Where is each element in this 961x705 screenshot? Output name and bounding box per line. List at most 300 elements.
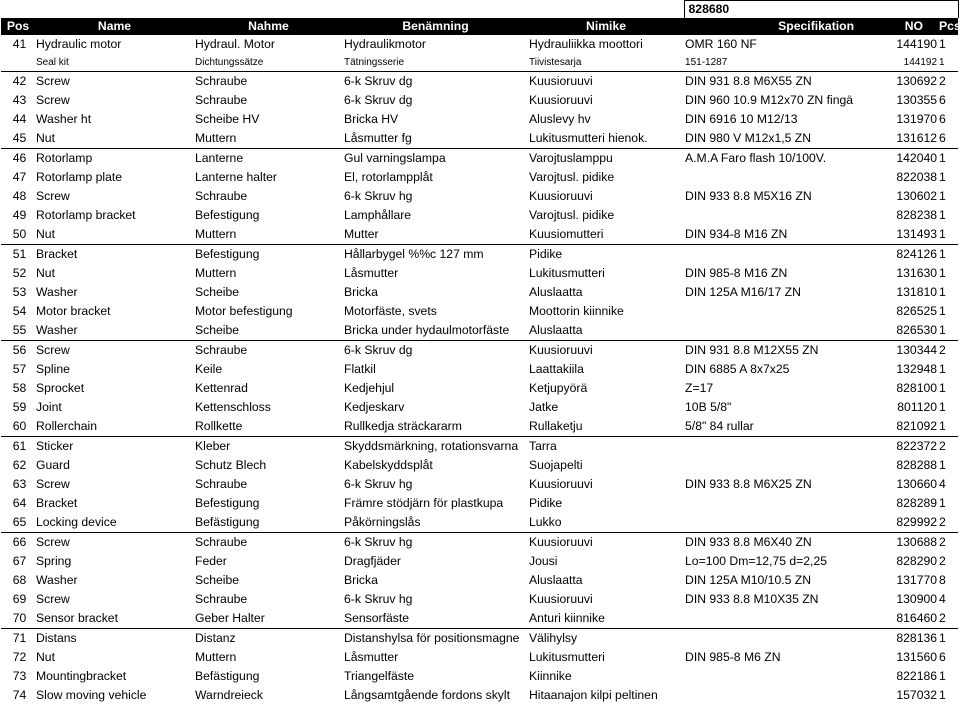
pos-cell: 63	[12, 477, 27, 491]
name-cell: Sensor bracket	[36, 611, 118, 625]
pcs-cell: 2	[939, 554, 946, 568]
table-row	[1, 590, 958, 609]
pos-cell: 52	[12, 266, 27, 280]
no-cell: 130344	[864, 341, 939, 361]
pcs-cell: 4	[939, 477, 946, 491]
no-cell: 821092	[896, 419, 938, 433]
nahme-cell: Schraube	[195, 93, 248, 107]
specifikation-cell: Lo=100 Dm=12,75 d=2,25	[685, 554, 827, 568]
pcs-cell: 1	[939, 57, 945, 68]
nimike-cell: Kuusioruuvi	[529, 189, 593, 203]
nimike-cell: Aluslaatta	[529, 285, 583, 299]
no-cell: 822186	[896, 669, 938, 683]
benamning-cell: El, rotorlampplåt	[344, 170, 433, 184]
parts-list-table	[1, 0, 959, 705]
name-cell: Screw	[36, 93, 70, 107]
name-cell: Distans	[35, 629, 194, 649]
benamning-cell: 6-k Skruv hg	[344, 189, 413, 203]
header-pos: Pos	[1, 18, 35, 35]
specifikation-cell: DIN 960 10.9 M12x70 ZN fingä	[685, 93, 854, 107]
nahme-cell: Muttern	[195, 131, 237, 145]
name-cell: Spline	[36, 362, 70, 376]
nimike-cell: Ketjupyörä	[529, 381, 588, 395]
header-specifikation: Specifikation	[684, 18, 864, 35]
pcs-cell: 2	[939, 611, 946, 625]
nahme-cell: Schraube	[194, 72, 343, 92]
specifikation-cell	[684, 494, 864, 513]
nahme-cell: Kettenschloss	[195, 400, 271, 414]
pos-cell: 70	[12, 611, 27, 625]
nahme-cell: Befestigung	[194, 245, 343, 265]
pcs-cell: 1	[939, 323, 946, 337]
name-cell: Hydraulic motor	[36, 37, 122, 51]
no-cell: 131810	[896, 285, 938, 299]
nahme-cell: Kleber	[194, 437, 343, 457]
name-cell: Nut	[36, 131, 55, 145]
header-pcs: Pcs	[939, 19, 961, 33]
nimike-cell: Kuusiomutteri	[529, 227, 604, 241]
no-cell: 144190	[896, 37, 938, 51]
nimike-cell: Lukitusmutteri	[529, 266, 605, 280]
header-benamning: Benämning	[343, 18, 528, 35]
nimike-cell: Aluslaatta	[529, 573, 583, 587]
table-row	[1, 609, 958, 629]
pcs-cell: 1	[939, 362, 946, 376]
header-name: Name	[35, 18, 194, 35]
no-cell: 828290	[896, 554, 938, 568]
name-cell: Screw	[35, 341, 194, 361]
table-row	[1, 475, 958, 494]
specifikation-cell	[684, 456, 864, 475]
nimike-cell: Kiinnike	[529, 669, 572, 683]
pos-cell: 51	[1, 245, 35, 265]
benamning-cell: 6-k Skruv dg	[344, 93, 413, 107]
specifikation-cell	[684, 437, 864, 457]
table-row	[1, 149, 958, 169]
pos-cell: 74	[12, 688, 27, 702]
specifikation-cell	[684, 629, 864, 649]
no-cell: 130660	[896, 477, 938, 491]
pos-cell: 67	[12, 554, 27, 568]
table-row	[1, 168, 958, 187]
nahme-cell: Muttern	[195, 266, 237, 280]
pcs-cell: 1	[939, 400, 946, 414]
name-cell: Rollerchain	[36, 419, 97, 433]
nahme-cell: Feder	[195, 554, 227, 568]
nahme-cell: Befestigung	[195, 208, 260, 222]
specifikation-cell: DIN 980 V M12x1,5 ZN	[685, 131, 812, 145]
specifikation-cell: Z=17	[685, 381, 714, 395]
nahme-cell: Geber Halter	[195, 611, 265, 625]
specifikation-cell	[684, 609, 864, 629]
nahme-cell: Befästigung	[195, 669, 260, 683]
nahme-cell: Scheibe HV	[195, 112, 260, 126]
pcs-cell: 1	[939, 688, 946, 702]
name-cell: Washer ht	[36, 112, 92, 126]
pcs-cell: 1	[939, 458, 946, 472]
pos-cell: 46	[1, 149, 35, 169]
no-cell: 131612	[896, 131, 938, 145]
pos-cell: 56	[1, 341, 35, 361]
nahme-cell: Motor befestigung	[195, 304, 293, 318]
name-cell: Joint	[36, 400, 62, 414]
benamning-cell: Skyddsmärkning, rotationsvarna	[343, 437, 528, 457]
specifikation-cell	[684, 686, 864, 705]
pcs-cell: 1	[939, 227, 946, 241]
benamning-cell: Bricka HV	[344, 112, 399, 126]
no-cell: 130355	[896, 93, 938, 107]
no-cell: 144192	[903, 57, 938, 68]
nimike-cell: Varojtusl. pidike	[529, 170, 615, 184]
name-cell: Screw	[36, 592, 70, 606]
pos-cell: 61	[1, 437, 35, 457]
table-row	[1, 321, 958, 341]
specifikation-cell: DIN 931 8.8 M6X55 ZN	[684, 72, 864, 92]
table-row	[1, 417, 958, 437]
nimike-cell: Lukitusmutteri	[529, 650, 605, 664]
nimike-cell: Lukitusmutteri hienok.	[529, 131, 648, 145]
no-cell: 142040	[864, 149, 939, 169]
nahme-cell: Dichtungssätze	[195, 57, 264, 68]
pcs-cell: 1	[939, 170, 946, 184]
specifikation-cell	[684, 168, 864, 187]
specifikation-cell: DIN 933 8.8 M6X25 ZN	[685, 477, 812, 491]
specifikation-cell	[684, 667, 864, 686]
pcs-cell: 1	[939, 189, 946, 203]
benamning-cell: Rullkedja sträckararm	[344, 419, 462, 433]
pcs-cell: 1	[939, 37, 946, 51]
pcs-cell: 4	[939, 592, 946, 606]
table-row	[1, 513, 958, 533]
pcs-cell: 1	[939, 245, 958, 265]
name-cell: Screw	[36, 477, 70, 491]
benamning-cell: Tätningsserie	[344, 57, 405, 68]
specifikation-cell: DIN 931 8.8 M12X55 ZN	[684, 341, 864, 361]
specifikation-cell	[684, 513, 864, 533]
nimike-cell: Laattakiila	[529, 362, 584, 376]
pos-cell: 41	[12, 37, 27, 51]
pos-cell: 65	[12, 515, 27, 529]
nimike-cell: Varojtusl. pidike	[529, 208, 615, 222]
name-cell: Spring	[36, 554, 72, 568]
benamning-cell: Låsmutter fg	[344, 131, 412, 145]
benamning-cell: Låsmutter	[344, 650, 399, 664]
name-cell: Screw	[35, 72, 194, 92]
name-cell: Sticker	[35, 437, 194, 457]
pcs-cell: 1	[939, 266, 946, 280]
benamning-cell: Motorfäste, svets	[344, 304, 437, 318]
nahme-cell: Scheibe	[195, 285, 240, 299]
nahme-cell: Kettenrad	[195, 381, 248, 395]
table-row	[1, 110, 958, 129]
pos-cell: 55	[12, 323, 27, 337]
no-cell: 828289	[896, 496, 938, 510]
pos-cell: 47	[12, 170, 27, 184]
nahme-cell: Scheibe	[195, 573, 240, 587]
pos-cell: 42	[1, 72, 35, 92]
benamning-cell: Låsmutter	[344, 266, 399, 280]
no-cell: 130602	[896, 189, 938, 203]
table-row	[1, 494, 958, 513]
no-cell: 828238	[896, 208, 938, 222]
pcs-cell: 1	[939, 304, 946, 318]
pos-cell: 69	[12, 592, 27, 606]
table-row	[1, 360, 958, 379]
name-cell: Nut	[36, 227, 55, 241]
specifikation-cell: DIN 934-8 M16 ZN	[685, 227, 788, 241]
specifikation-cell: DIN 125A M16/17 ZN	[685, 285, 801, 299]
nahme-cell: Schraube	[194, 533, 343, 553]
table-header	[1, 18, 958, 35]
name-cell: Screw	[35, 533, 194, 553]
no-cell: 801120	[897, 400, 938, 414]
table-row	[1, 398, 958, 417]
name-cell: Motor bracket	[36, 304, 111, 318]
no-cell: 130692	[864, 72, 939, 92]
header-nahme: Nahme	[194, 18, 343, 35]
no-cell: 130688	[864, 533, 939, 553]
name-cell: Rotorlamp plate	[36, 170, 123, 184]
pos-cell: 72	[12, 650, 27, 664]
pos-cell: 66	[1, 533, 35, 553]
benamning-cell: Kedjeskarv	[344, 400, 405, 414]
benamning-cell: 6-k Skruv hg	[343, 533, 528, 553]
pcs-cell: 8	[939, 573, 946, 587]
pos-cell: 43	[12, 93, 27, 107]
nimike-cell: Rullaketju	[529, 419, 583, 433]
benamning-cell: Främre stödjärn för plastkupa	[344, 496, 504, 510]
benamning-cell: Hydraulikmotor	[344, 37, 426, 51]
no-cell: 132948	[896, 362, 938, 376]
nimike-cell: Jousi	[529, 554, 558, 568]
benamning-cell: 6-k Skruv hg	[344, 477, 413, 491]
benamning-cell: Bricka	[344, 573, 378, 587]
pos-cell: 44	[12, 112, 27, 126]
no-cell: 131493	[896, 227, 938, 241]
nahme-cell: Lanterne halter	[195, 170, 277, 184]
document-number: 828680	[684, 1, 864, 19]
nimike-cell: Tiivistesarja	[529, 57, 582, 68]
nimike-cell: Suojapelti	[529, 458, 583, 472]
name-cell: Rotorlamp	[35, 149, 194, 169]
nahme-cell: Schraube	[194, 341, 343, 361]
table-row	[1, 571, 958, 590]
nahme-cell: Keile	[195, 362, 223, 376]
nahme-cell: Muttern	[195, 650, 237, 664]
name-cell: Mountingbracket	[36, 669, 127, 683]
table-row	[1, 379, 958, 398]
benamning-cell: Dragfjäder	[344, 554, 401, 568]
specifikation-cell: 5/8" 84 rullar	[685, 419, 754, 433]
nahme-cell: Schutz Blech	[195, 458, 267, 472]
specifikation-cell	[684, 206, 864, 225]
name-cell: Slow moving vehicle	[36, 688, 147, 702]
pcs-cell: 2	[939, 515, 946, 529]
benamning-cell: Kabelskyddsplåt	[344, 458, 433, 472]
table-row	[1, 264, 958, 283]
pcs-cell: 6	[939, 93, 946, 107]
nahme-cell: Befästigung	[195, 515, 260, 529]
no-cell: 826525	[896, 304, 938, 318]
specifikation-cell: OMR 160 NF	[685, 37, 757, 51]
benamning-cell: Triangelfäste	[344, 669, 415, 683]
nimike-cell: Välihylsy	[528, 629, 684, 649]
benamning-cell: Lamphållare	[344, 208, 412, 222]
nimike-cell: Hydrauliikka moottori	[529, 37, 643, 51]
nimike-cell: Anturi kiinnike	[529, 611, 605, 625]
name-cell: Nut	[36, 650, 55, 664]
pos-cell: 58	[12, 381, 27, 395]
no-cell: 828100	[896, 381, 938, 395]
table-row	[1, 552, 958, 571]
pcs-cell: 2	[939, 72, 958, 92]
table-row	[1, 341, 958, 361]
pcs-cell: 2	[939, 533, 958, 553]
nimike-cell: Kuusioruuvi	[529, 477, 593, 491]
name-cell: Washer	[36, 573, 78, 587]
pos-cell	[1, 54, 35, 72]
no-cell: 131770	[896, 573, 938, 587]
specifikation-cell: DIN 933 8.8 M5X16 ZN	[685, 189, 812, 203]
specifikation-cell: DIN 6885 A 8x7x25	[685, 362, 790, 376]
table-row	[1, 72, 958, 92]
no-cell: 131970	[896, 112, 938, 126]
benamning-cell: 6-k Skruv dg	[343, 72, 528, 92]
nahme-cell: Distanz	[194, 629, 343, 649]
benamning-cell: Distanshylsa för positionsmagne	[343, 629, 528, 649]
pcs-cell: 1	[939, 496, 946, 510]
pcs-cell: 1	[939, 669, 946, 683]
table-row	[1, 283, 958, 302]
table-row	[1, 533, 958, 553]
pos-cell: 53	[12, 285, 27, 299]
pos-cell: 60	[12, 419, 27, 433]
benamning-cell: Påkörningslås	[344, 515, 421, 529]
pcs-cell: 6	[939, 131, 946, 145]
no-cell: 816460	[896, 611, 938, 625]
specifikation-cell: A.M.A Faro flash 10/100V.	[684, 149, 864, 169]
pos-cell: 45	[12, 131, 27, 145]
table-row	[1, 667, 958, 686]
pos-cell: 73	[12, 669, 27, 683]
specifikation-cell: DIN 125A M10/10.5 ZN	[685, 573, 812, 587]
nahme-cell: Rollkette	[195, 419, 243, 433]
no-cell: 829992	[896, 515, 938, 529]
nimike-cell: Kuusioruuvi	[528, 533, 684, 553]
no-cell: 828288	[896, 458, 938, 472]
pcs-cell: 1	[939, 285, 946, 299]
table-row	[1, 648, 958, 667]
specifikation-cell: DIN 985-8 M6 ZN	[685, 650, 781, 664]
benamning-cell: Kedjehjul	[344, 381, 395, 395]
name-cell: Locking device	[36, 515, 117, 529]
specifikation-cell	[684, 245, 864, 265]
pcs-cell: 1	[939, 381, 946, 395]
pcs-cell: 1	[939, 149, 958, 169]
nimike-cell: Kuusioruuvi	[528, 341, 684, 361]
benamning-cell: Hållarbygel %%c 127 mm	[343, 245, 528, 265]
table-row	[1, 187, 958, 206]
pos-cell: 68	[12, 573, 27, 587]
benamning-cell: Bricka	[344, 285, 378, 299]
nimike-cell: Moottorin kiinnike	[529, 304, 624, 318]
name-cell: Washer	[36, 285, 78, 299]
benamning-cell: 6-k Skruv dg	[343, 341, 528, 361]
table-row	[1, 245, 958, 265]
name-cell: Bracket	[36, 496, 78, 510]
table-row	[1, 686, 958, 705]
nimike-cell: Kuusioruuvi	[528, 72, 684, 92]
benamning-cell: Sensorfäste	[344, 611, 410, 625]
specifikation-cell	[684, 321, 864, 341]
benamning-cell: Flatkil	[344, 362, 376, 376]
pcs-cell: 1	[939, 419, 946, 433]
table-row	[1, 629, 958, 649]
name-cell: Screw	[36, 189, 70, 203]
header-nimike: Nimike	[528, 18, 684, 35]
header-no: NO	[864, 18, 939, 35]
pcs-cell: 6	[939, 112, 946, 126]
pos-cell: 54	[12, 304, 27, 318]
pos-cell: 59	[12, 400, 27, 414]
nimike-cell: Hitaanajon kilpi peltinen	[529, 688, 658, 702]
pos-cell: 48	[12, 189, 27, 203]
table-row	[1, 35, 958, 54]
pcs-cell: 2	[939, 437, 958, 457]
specifikation-cell	[684, 302, 864, 321]
nimike-cell: Kuusioruuvi	[529, 592, 593, 606]
table-row	[1, 206, 958, 225]
nimike-cell: Aluslaatta	[529, 323, 583, 337]
no-cell: 826530	[896, 323, 938, 337]
specifikation-cell: DIN 933 8.8 M10X35 ZN	[685, 592, 819, 606]
specifikation-cell: 10B 5/8"	[685, 400, 732, 414]
name-cell: Washer	[36, 323, 78, 337]
benamning-cell: 6-k Skruv hg	[344, 592, 413, 606]
pos-cell: 62	[12, 458, 27, 472]
table-row	[1, 129, 958, 149]
table-row	[1, 302, 958, 321]
table-row	[1, 91, 958, 110]
no-cell: 822372	[864, 437, 939, 457]
no-cell: 131560	[896, 650, 938, 664]
nahme-cell: Schraube	[195, 477, 248, 491]
name-cell: Bracket	[35, 245, 194, 265]
nahme-cell: Lanterne	[194, 149, 343, 169]
nimike-cell: Aluslevy hv	[529, 112, 591, 126]
table-row	[1, 54, 958, 72]
benamning-cell: Gul varningslampa	[343, 149, 528, 169]
no-cell: 828136	[864, 629, 939, 649]
nahme-cell: Warndreieck	[195, 688, 263, 702]
pos-cell: 71	[1, 629, 35, 649]
name-cell: Seal kit	[36, 57, 69, 68]
specifikation-cell: DIN 6916 10 M12/13	[685, 112, 798, 126]
nimike-cell: Pidike	[529, 496, 563, 510]
nimike-cell: Kuusioruuvi	[529, 93, 593, 107]
benamning-cell: Mutter	[344, 227, 379, 241]
nahme-cell: Schraube	[195, 592, 248, 606]
pos-cell: 49	[12, 208, 27, 222]
nimike-cell: Varojtuslamppu	[528, 149, 684, 169]
nimike-cell: Lukko	[529, 515, 562, 529]
nimike-cell: Tarra	[528, 437, 684, 457]
specifikation-cell: 151-1287	[685, 57, 728, 68]
pos-cell: 50	[12, 227, 27, 241]
no-cell: 130900	[896, 592, 938, 606]
name-cell: Nut	[36, 266, 55, 280]
table-row	[1, 225, 958, 245]
